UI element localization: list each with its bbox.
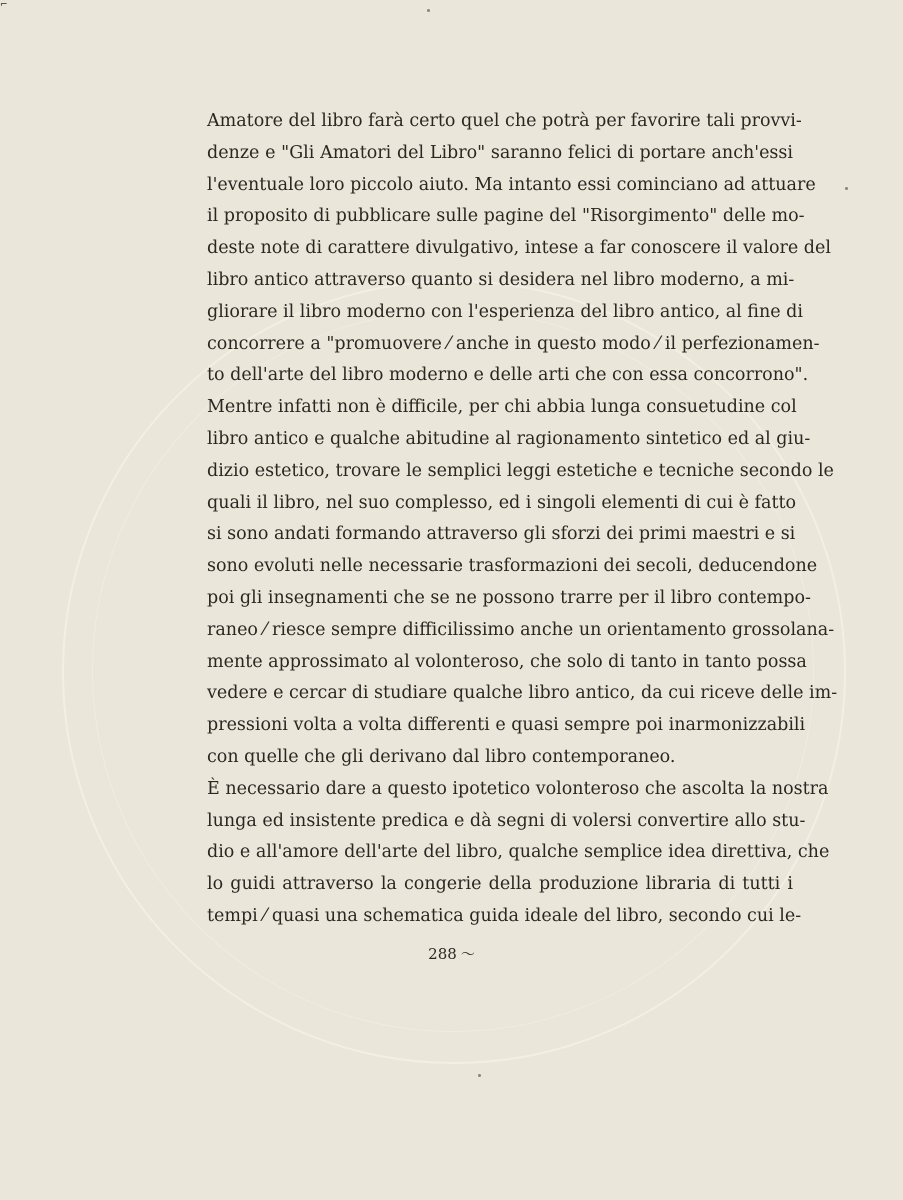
- text-line: dio e all'amore dell'arte del libro, qualche semplice idea direttiva, che: [207, 842, 830, 863]
- text-line: lunga ed insistente predica e dà segni di volersi convertire allo stu-: [207, 810, 806, 831]
- corner-mark: ⌐: [0, 0, 8, 10]
- text-line: raneo ⁄ riesce sempre difficilissimo anche un orientamento grossolana-: [207, 619, 835, 640]
- text-line: con quelle che gli derivano dal libro contemporaneo.: [207, 746, 676, 767]
- text-line: quali il libro, nel suo complesso, ed i singoli elementi di cui è fatto: [207, 492, 797, 513]
- page-number: [0, 944, 903, 964]
- text-line: il proposito di pubblicare sulle pagine del "Risorgimento" delle mo-: [207, 206, 805, 227]
- text-line: vedere e cercar di studiare qualche libro antico, da cui riceve delle im-: [207, 683, 838, 704]
- text-line: Amatore del libro farà certo quel che potrà per favorire tali provvi-: [207, 111, 802, 131]
- paper-speck: [478, 1074, 481, 1077]
- text-line: sono evoluti nelle necessarie trasformazioni dei secoli, deducendone: [207, 556, 818, 577]
- folio-ornament-icon: 〜: [460, 947, 475, 963]
- text-line: deste note di carattere divulgativo, intese a far conoscere il valore del: [207, 238, 831, 259]
- text-line: libro antico attraverso quanto si desidera nel libro moderno, a mi-: [207, 269, 795, 290]
- text-line: dizio estetico, trovare le semplici leggi estetiche e tecniche secondo le: [207, 460, 834, 481]
- text-line: lo guidi attraverso la congerie della produzione libraria di tutti i: [207, 874, 793, 895]
- text-line: poi gli insegnamenti che se ne possono trarre per il libro contempo-: [207, 587, 811, 608]
- text-line: mente approssimato al volonteroso, che solo di tanto in tanto possa: [207, 651, 807, 672]
- body-text: [207, 106, 838, 933]
- text-line: pressioni volta a volta differenti e quasi sempre poi inarmonizzabili: [207, 715, 806, 736]
- text-line: concorrere a "promuovere ⁄ anche in questo modo ⁄ il perfezionamen-: [207, 333, 820, 354]
- text-line: gliorare il libro moderno con l'esperienza del libro antico, al fine di: [207, 301, 803, 322]
- text-line: libro antico e qualche abitudine al ragionamento sintetico ed al giu-: [207, 428, 811, 449]
- text-line: to dell'arte del libro moderno e delle arti che con essa concorrono".: [207, 365, 809, 386]
- page-number-value: 288: [428, 945, 457, 963]
- text-line: È necessario dare a questo ipotetico volonteroso che ascolta la nostra: [207, 778, 829, 799]
- text-line: l'eventuale loro piccolo aiuto. Ma intanto essi cominciano ad attuare: [207, 174, 816, 195]
- text-line: Mentre infatti non è difficile, per chi abbia lunga consuetudine col: [207, 397, 797, 418]
- text-line: si sono andati formando attraverso gli sforzi dei primi maestri e si: [207, 524, 796, 545]
- text-line: denze e "Gli Amatori del Libro" saranno felici di portare anch'essi: [207, 142, 793, 163]
- paper-speck: [427, 9, 430, 12]
- paper-speck: [845, 187, 848, 190]
- text-line: tempi ⁄ quasi una schematica guida ideale del libro, secondo cui le-: [207, 905, 802, 926]
